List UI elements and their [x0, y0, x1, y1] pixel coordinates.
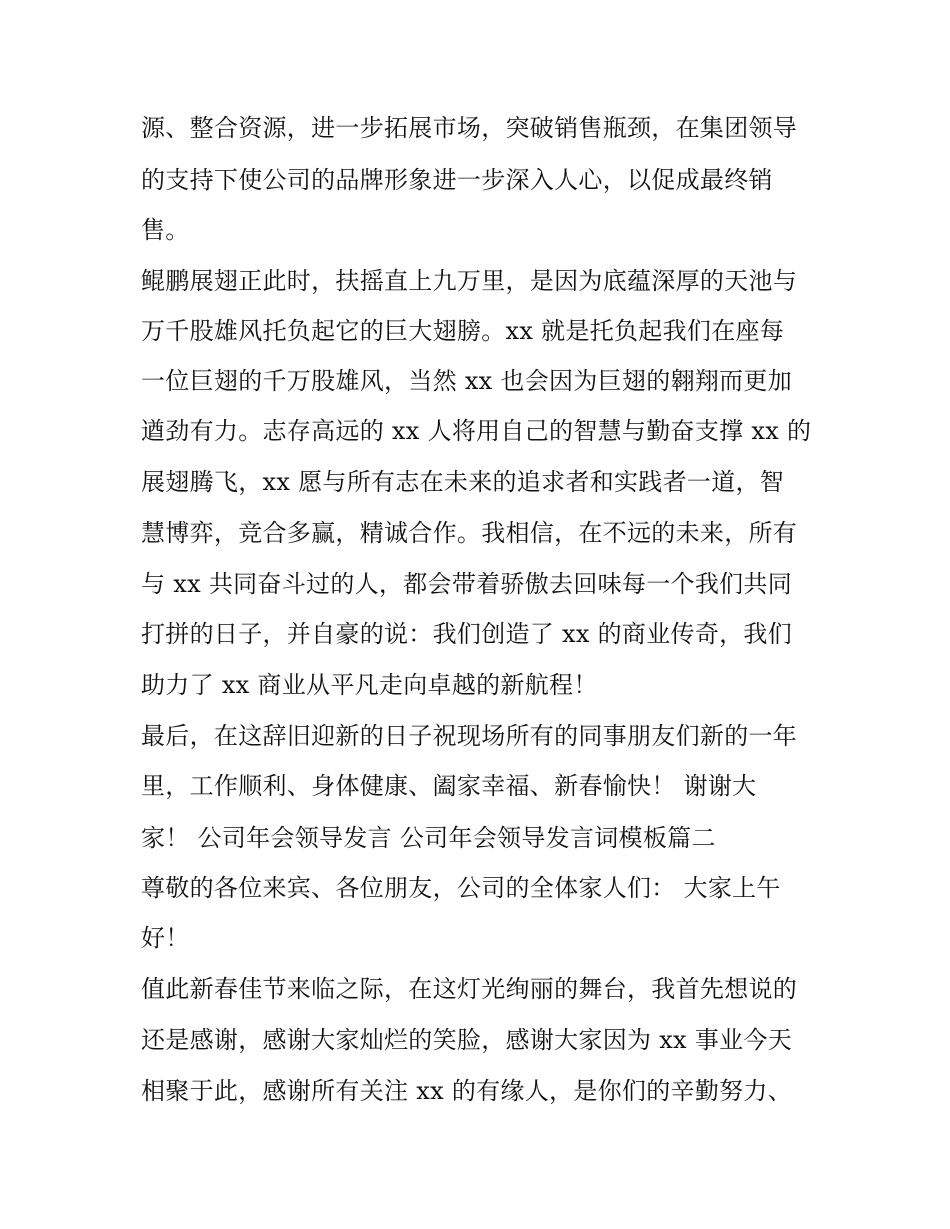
text-line: 一位巨翅的千万股雄风，当然 xx 也会因为巨翅的翱翔而更加 [141, 367, 793, 395]
text-line: 鲲鹏展翅正此时，扶摇直上九万里，是因为底蕴深厚的天池与 [141, 267, 798, 295]
text-line: 打拼的日子，并自豪的说：我们创造了 xx 的商业传奇，我们 [141, 620, 793, 648]
text-line: 展翅腾飞，xx 愿与所有志在未来的追求者和实践者一道，智 [141, 468, 785, 496]
text-line: 遒劲有力。志存高远的 xx 人将用自己的智慧与勤奋支撑 xx 的 [141, 417, 812, 445]
text-line: 相聚于此，感谢所有关注 xx 的有缘人，是你们的辛勤努力、 [141, 1077, 793, 1105]
text-line: 尊敬的各位来宾、各位朋友，公司的全体家人们： 大家上午 [141, 874, 781, 902]
text-line: 与 xx 共同奋斗过的人，都会带着骄傲去回味每一个我们共同 [141, 570, 793, 598]
text-line: 售。 [141, 216, 190, 244]
text-line: 最后，在这辞旧迎新的日子祝现场所有的同事朋友们新的一年 [141, 722, 798, 750]
text-line: 源、整合资源，进一步拓展市场，突破销售瓶颈，在集团领导 [141, 114, 798, 142]
text-line: 慧博弈，竞合多赢，精诚合作。我相信，在不远的未来，所有 [141, 519, 798, 547]
text-line: 值此新春佳节来临之际，在这灯光绚丽的舞台，我首先想说的 [141, 975, 798, 1003]
text-line: 助力了 xx 商业从平凡走向卓越的新航程！ [141, 671, 598, 699]
text-line: 里，工作顺利、身体健康、阖家幸福、新春愉快！ 谢谢大 [141, 772, 757, 800]
text-line: 还是感谢，感谢大家灿烂的笑脸，感谢大家因为 xx 事业今天 [141, 1026, 793, 1054]
text-line: 家！ 公司年会领导发言 公司年会领导发言词模板篇二 [141, 824, 716, 852]
text-line: 的支持下使公司的品牌形象进一步深入人心，以促成最终销 [141, 166, 773, 194]
text-line: 万千股雄风托负起它的巨大翅膀。xx 就是托负起我们在座每 [141, 317, 785, 345]
text-line: 好！ [141, 924, 190, 952]
